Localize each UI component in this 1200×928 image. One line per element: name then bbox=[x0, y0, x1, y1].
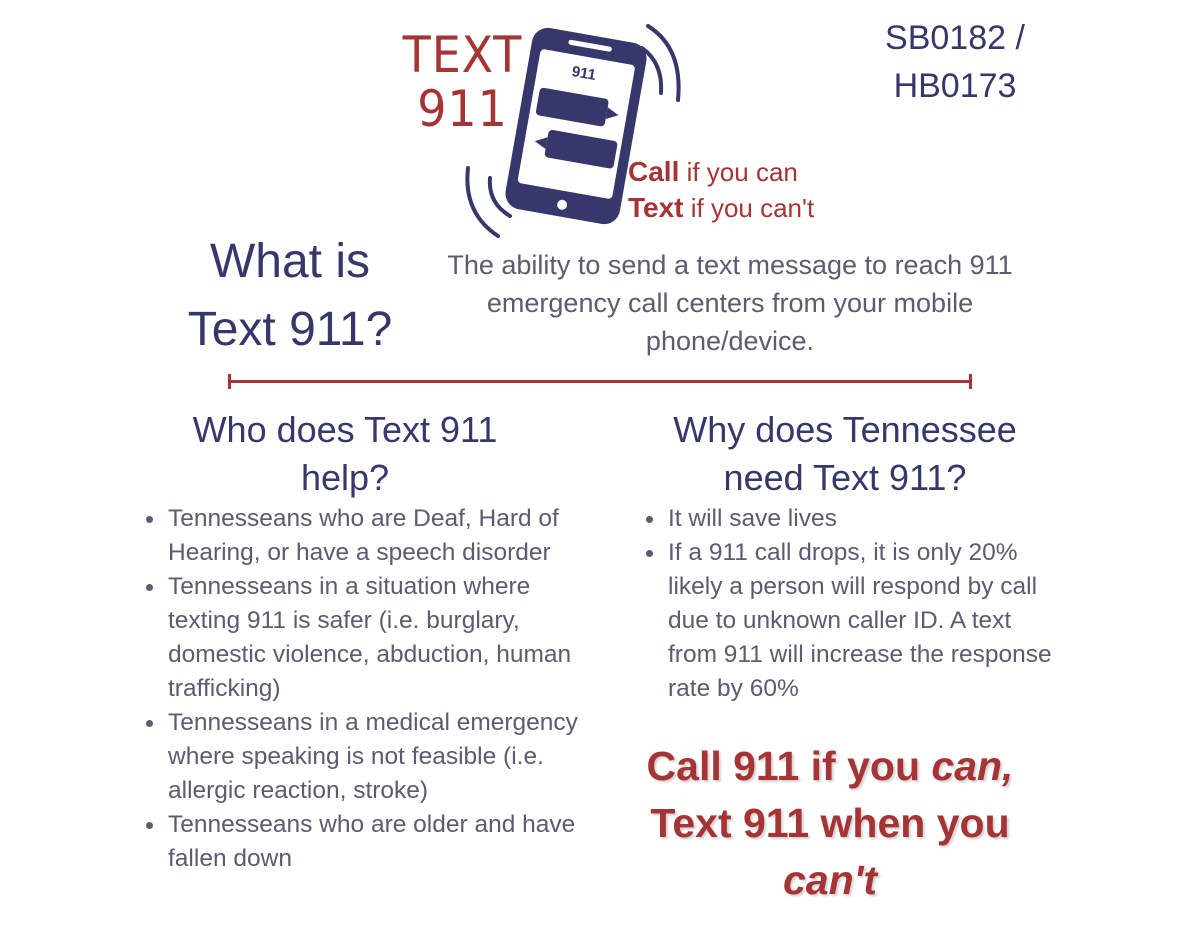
list-item: Tennesseans in a situation where texting 911 is safer (i.e. burglary, domestic violence, abduction, human trafficking) bbox=[143, 570, 583, 706]
list-item: Tennesseans who are Deaf, Hard of Hearing, or have a speech disorder bbox=[143, 502, 583, 570]
who-heading-line-1: Who does Text 911 bbox=[192, 409, 498, 450]
closing-part-1-em: can, bbox=[931, 743, 1014, 789]
list-item: If a 911 call drops, it is only 20% likely a person will respond by call due to unknown caller ID. A text from 911 will increase the response rate by 60% bbox=[643, 536, 1063, 706]
list-item: It will save lives bbox=[643, 502, 1063, 536]
logo-word-text: TEXT bbox=[402, 26, 523, 84]
closing-line-2: Text 911 when you bbox=[650, 800, 1010, 846]
tagline-text-rest: if you can't bbox=[683, 193, 815, 223]
tagline-text-bold: Text bbox=[628, 192, 684, 223]
bill-number bbox=[870, 14, 1040, 110]
logo-word-911: 911 bbox=[417, 80, 508, 138]
definition-text: The ability to send a text message to reach 911 emergency call centers from your mobile phone/device. bbox=[447, 250, 1013, 356]
tagline-call bbox=[628, 156, 798, 188]
who-heading bbox=[160, 406, 530, 502]
why-heading-line-2: need Text 911? bbox=[723, 457, 967, 498]
closing-slogan bbox=[610, 738, 1050, 909]
why-list bbox=[643, 502, 1063, 706]
what-is-title bbox=[170, 228, 410, 364]
why-heading-line-1: Why does Tennessee bbox=[673, 409, 1017, 450]
closing-part-1: Call 911 if you bbox=[646, 743, 932, 789]
tagline-call-rest: if you can bbox=[679, 157, 798, 187]
bill-line-2: HB0173 bbox=[893, 67, 1017, 105]
who-list bbox=[143, 502, 583, 876]
what-title-line-2: Text 911? bbox=[187, 303, 393, 356]
why-heading bbox=[650, 406, 1040, 502]
who-heading-line-2: help? bbox=[300, 457, 390, 498]
tagline-call-bold: Call bbox=[628, 156, 680, 187]
closing-part-3-em: can't bbox=[782, 857, 878, 903]
phone-screen-label: 911 bbox=[570, 63, 598, 85]
tagline-text bbox=[628, 192, 814, 224]
what-title-line-1: What is bbox=[209, 235, 371, 288]
section-divider bbox=[228, 374, 972, 388]
closing-line-1 bbox=[610, 738, 1050, 795]
list-item: Tennesseans who are older and have fallen down bbox=[143, 808, 583, 876]
bill-line-1: SB0182 / bbox=[885, 19, 1025, 57]
list-item: Tennesseans in a medical emergency where speaking is not feasible (i.e. allergic reaction, stroke) bbox=[143, 706, 583, 808]
closing-line-3 bbox=[610, 852, 1050, 909]
